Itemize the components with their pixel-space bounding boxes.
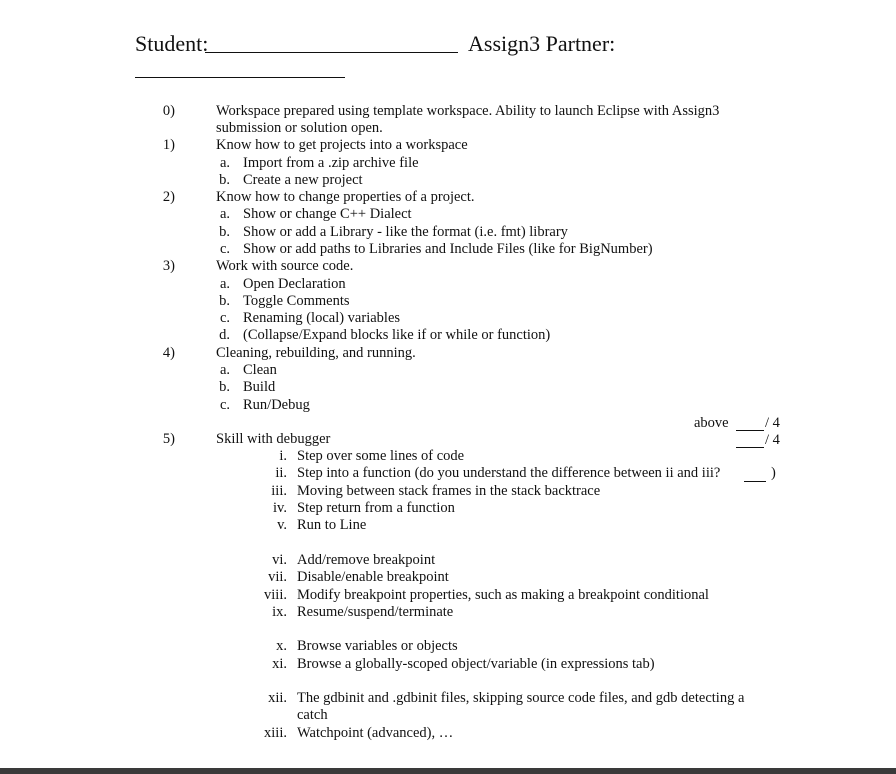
student-name-blank [205,52,458,53]
above-score-blank[interactable] [736,430,764,431]
sub-label: b. [219,224,230,240]
roman-text: The gdbinit and .gdbinit files, skipping source code files, and gdb detecting a [297,690,745,706]
roman-text: Step into a function (do you understand the difference between ii and iii? [297,465,721,481]
roman-label: vi. [272,552,287,568]
roman-text: Run to Line [297,517,367,533]
roman-label: iii. [271,483,287,499]
roman-text: Watchpoint (advanced), … [297,725,454,741]
debugger-score-total: / 4 [765,432,780,448]
item-number: 0) [162,103,175,119]
roman-text: Browse a globally-scoped object/variable (in expressions tab) [297,656,655,672]
item-number: 1) [162,137,175,153]
sub-text: (Collapse/Expand blocks like if or while or function) [243,327,551,343]
sub-text: Clean [243,362,277,378]
above-score-total: / 4 [765,415,780,431]
sub-text: Build [243,379,276,395]
item-number: 4) [162,345,175,361]
roman-text: Moving between stack frames in the stack backtrace [297,483,601,499]
sub-label: a. [219,155,230,171]
roman-label: xiii. [264,725,287,741]
sub-label: b. [219,379,230,395]
close-paren: ) [771,465,776,481]
item-text: submission or solution open. [216,120,383,136]
partner-label: Assign3 Partner: [468,31,616,56]
sub-label: c. [219,241,230,257]
sub-text: Show or add a Library - like the format (i.e. fmt) library [243,224,568,240]
item-number: 5) [162,431,175,447]
roman-label: x. [276,638,287,654]
roman-text: Modify breakpoint properties, such as making a breakpoint conditional [297,587,709,603]
roman-text: Add/remove breakpoint [297,552,436,568]
sub-text: Toggle Comments [243,293,350,309]
item-number: 3) [162,258,175,274]
viewer-bottom-bar [0,768,896,774]
item-text: Know how to change properties of a project. [216,189,475,205]
roman-label: viii. [264,587,287,603]
item-text: Cleaning, rebuilding, and running. [216,345,416,361]
roman-text: catch [297,707,328,723]
item-text: Skill with debugger [216,431,331,447]
sub-label: a. [219,206,230,222]
sub-text: Renaming (local) variables [243,310,401,326]
roman-text: Resume/suspend/terminate [297,604,454,620]
roman-label: iv. [273,500,287,516]
roman-label: ix. [272,604,287,620]
step-difference-blank[interactable] [744,481,766,482]
roman-text: Step return from a function [297,500,455,516]
roman-text: Disable/enable breakpoint [297,569,449,585]
debugger-score-blank[interactable] [736,447,764,448]
sub-label: c. [219,310,230,326]
above-score-label: above [694,415,729,431]
item-text: Know how to get projects into a workspace [216,137,468,153]
sub-label: c. [219,397,230,413]
sub-text: Show or change C++ Dialect [243,206,412,222]
item-text: Workspace prepared using template workspace. Ability to launch Eclipse with Assign3 [216,103,720,119]
sub-label: a. [219,362,230,378]
sub-text: Create a new project [243,172,363,188]
sub-text: Show or add paths to Libraries and Include Files (like for BigNumber) [243,241,653,257]
sub-label: b. [219,172,230,188]
item-text: Work with source code. [216,258,354,274]
roman-text: Step over some lines of code [297,448,465,464]
roman-label: v. [277,517,287,533]
partner-name-blank [135,77,345,78]
sub-label: d. [219,327,230,343]
roman-label: i. [279,448,287,464]
roman-label: xi. [272,656,287,672]
student-label: Student: [135,31,209,56]
roman-text: Browse variables or objects [297,638,458,654]
roman-label: xii. [268,690,287,706]
sub-text: Open Declaration [243,276,346,292]
item-number: 2) [162,189,175,205]
sub-label: b. [219,293,230,309]
sub-label: a. [219,276,230,292]
sub-text: Run/Debug [243,397,310,413]
roman-label: vii. [268,569,287,585]
roman-label: ii. [275,465,287,481]
sub-text: Import from a .zip archive file [243,155,419,171]
